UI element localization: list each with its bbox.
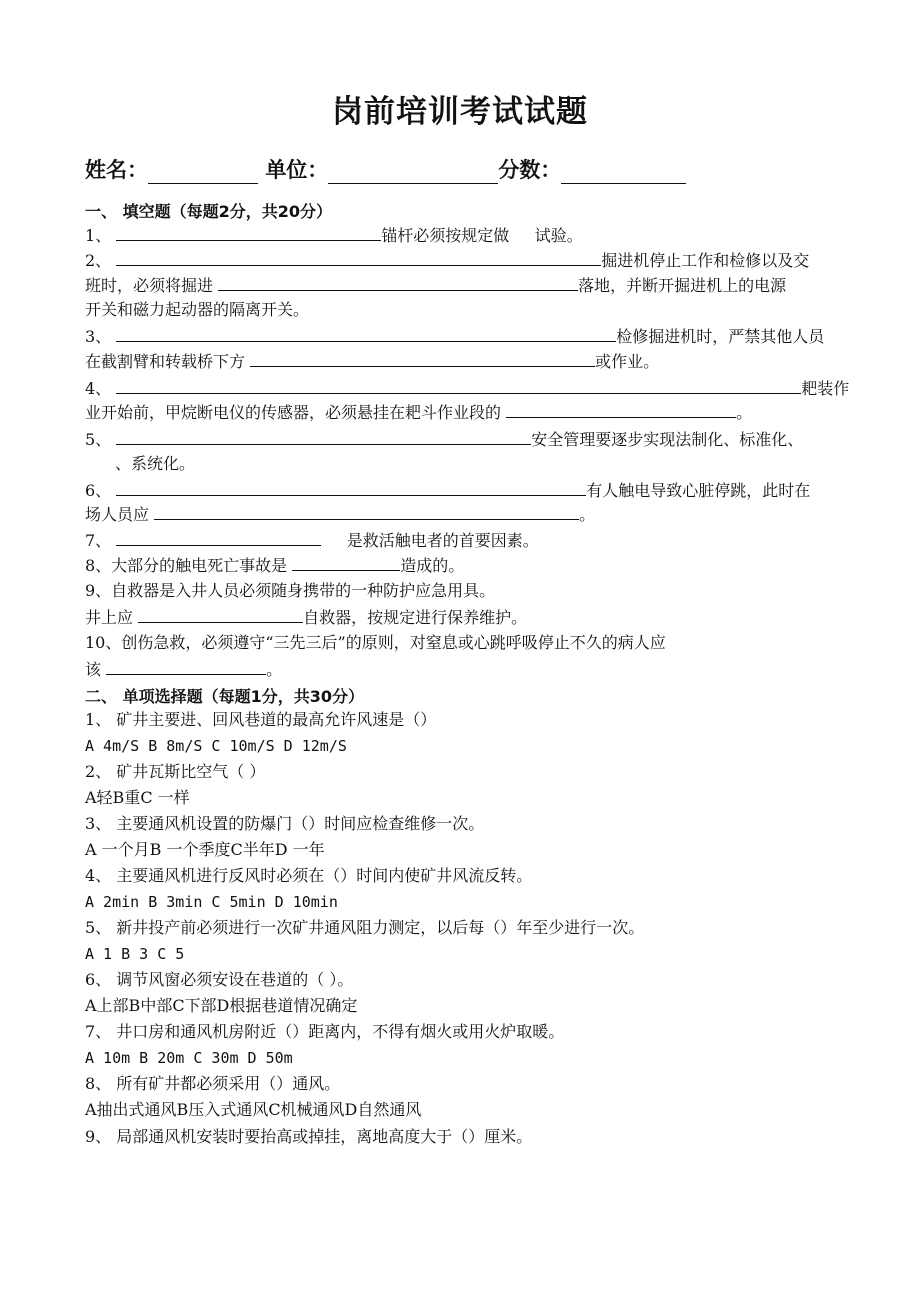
answer-blank[interactable]	[250, 350, 595, 367]
answer-blank[interactable]	[292, 554, 400, 571]
choice-options: A抽出式通风B压入式通风C机械通风D自然通风	[85, 1100, 422, 1119]
question-text: 在截割臂和转载桥下方	[85, 352, 246, 371]
score-label: 分数：	[498, 158, 562, 182]
question-text: 井上应	[85, 608, 134, 627]
question-text: 有人触电导致心脏停跳，此时在	[586, 481, 811, 500]
question-text: 锚杆必须按规定做	[381, 226, 510, 245]
unit-label: 单位：	[265, 158, 329, 182]
question-2-line-2	[85, 274, 786, 297]
question-text: 。	[736, 403, 753, 422]
question-3-line-2	[85, 350, 659, 373]
question-text: 自救器，按规定进行保养维护。	[303, 608, 528, 627]
question-text: 。	[266, 660, 283, 679]
answer-blank[interactable]	[116, 249, 601, 266]
question-text: 业开始前，甲烷断电仪的传感器，必须悬挂在耙斗作业段的	[85, 403, 502, 422]
question-number: 1、	[85, 226, 112, 245]
question-10-line-2	[85, 658, 282, 681]
choice-question: 3、 主要通风机设置的防爆门（）时间应检查维修一次。	[85, 814, 485, 833]
question-number: 2、	[85, 251, 112, 270]
question-text: 8、大部分的触电死亡事故是	[85, 556, 288, 575]
question-9-line-2	[85, 606, 527, 629]
choice-question: 9、 局部通风机安装时要抬高或掉挂，离地高度大于（）厘米。	[85, 1127, 533, 1146]
answer-blank[interactable]	[116, 325, 616, 342]
question-text: 试验。	[534, 226, 583, 245]
choice-question: 4、 主要通风机进行反风时必须在（）时间内使矿井风流反转。	[85, 866, 533, 885]
question-text: 是救活触电者的首要因素。	[346, 531, 539, 550]
choice-question: 8、 所有矿井都必须采用（）通风。	[85, 1074, 341, 1093]
question-number: 4、	[85, 379, 112, 398]
name-label: 姓名：	[85, 158, 148, 182]
question-text: 或作业。	[595, 352, 660, 371]
choice-options: A上部B中部C下部D根据巷道情况确定	[85, 996, 358, 1015]
question-number: 3、	[85, 327, 112, 346]
answer-blank[interactable]	[116, 479, 586, 496]
section-heading-fill-blank: 一、 填空题（每题2分，共20分）	[85, 202, 332, 221]
answer-blank[interactable]	[218, 274, 578, 291]
exam-info-row	[85, 154, 686, 184]
answer-blank[interactable]	[106, 658, 266, 675]
question-text: 造成的。	[400, 556, 465, 575]
choice-options: A 4m/S B 8m/S C 10m/S D 12m/S	[85, 737, 347, 755]
question-6-line-2	[85, 503, 595, 526]
answer-blank[interactable]	[116, 377, 801, 394]
name-field[interactable]	[148, 161, 258, 184]
question-text: 落地，并断开掘进机上的电源	[578, 276, 787, 295]
section-heading-single-choice: 二、 单项选择题（每题1分，共30分）	[85, 687, 364, 706]
question-2	[85, 249, 809, 272]
question-text: 耙装作	[801, 379, 850, 398]
answer-blank[interactable]	[138, 606, 303, 623]
question-text: 班时，必须将掘进	[85, 276, 214, 295]
score-field[interactable]	[561, 161, 686, 184]
choice-question: 6、 调节风窗必须安设在巷道的（ ）。	[85, 970, 354, 989]
question-4	[85, 377, 849, 400]
question-text: 安全管理要逐步实现法制化、标准化、	[531, 430, 804, 449]
choice-options: A 一个月B 一个季度C半年D 一年	[85, 840, 325, 859]
choice-options: A轻B重C 一样	[85, 788, 190, 807]
question-text: 场人员应	[85, 505, 150, 524]
question-number: 6、	[85, 481, 112, 500]
question-text: 。	[579, 505, 596, 524]
answer-blank[interactable]	[116, 529, 321, 546]
choice-options: A 1 B 3 C 5	[85, 945, 185, 963]
page-title: 岗前培训考试试题	[332, 94, 588, 130]
question-number: 5、	[85, 430, 112, 449]
choice-options: A 2min B 3min C 5min D 10min	[85, 893, 338, 911]
answer-blank[interactable]	[154, 503, 579, 520]
question-1	[85, 224, 583, 247]
choice-question: 2、 矿井瓦斯比空气（ ）	[85, 762, 266, 781]
question-9: 9、自救器是入井人员必须随身携带的一种防护应急用具。	[85, 581, 496, 600]
choice-options: A 10m B 20m C 30m D 50m	[85, 1049, 293, 1067]
question-5-line-2: 、系统化。	[115, 454, 196, 473]
question-10: 10、创伤急救，必须遵守“三先三后”的原则，对窒息或心跳呼吸停止不久的病人应	[85, 633, 666, 652]
answer-blank[interactable]	[116, 224, 381, 241]
question-3	[85, 325, 824, 348]
question-4-line-2	[85, 401, 752, 424]
choice-question: 1、 矿井主要进、回风巷道的最高允许风速是（）	[85, 710, 437, 729]
question-text: 掘进机停止工作和检修以及交	[601, 251, 810, 270]
question-5	[85, 428, 803, 451]
answer-blank[interactable]	[506, 401, 736, 418]
unit-field[interactable]	[328, 161, 498, 184]
question-text: 检修掘进机时，严禁其他人员	[616, 327, 825, 346]
choice-question: 5、 新井投产前必须进行一次矿井通风阻力测定，以后每（）年至少进行一次。	[85, 918, 645, 937]
question-7	[85, 529, 539, 552]
answer-blank[interactable]	[116, 428, 531, 445]
question-6	[85, 479, 810, 502]
question-number: 7、	[85, 531, 112, 550]
choice-question: 7、 井口房和通风机房附近（）距离内，不得有烟火或用火炉取暖。	[85, 1022, 565, 1041]
question-2-line-3: 开关和磁力起动器的隔离开关。	[85, 300, 310, 319]
question-text: 该	[85, 660, 102, 679]
question-8	[85, 554, 464, 577]
